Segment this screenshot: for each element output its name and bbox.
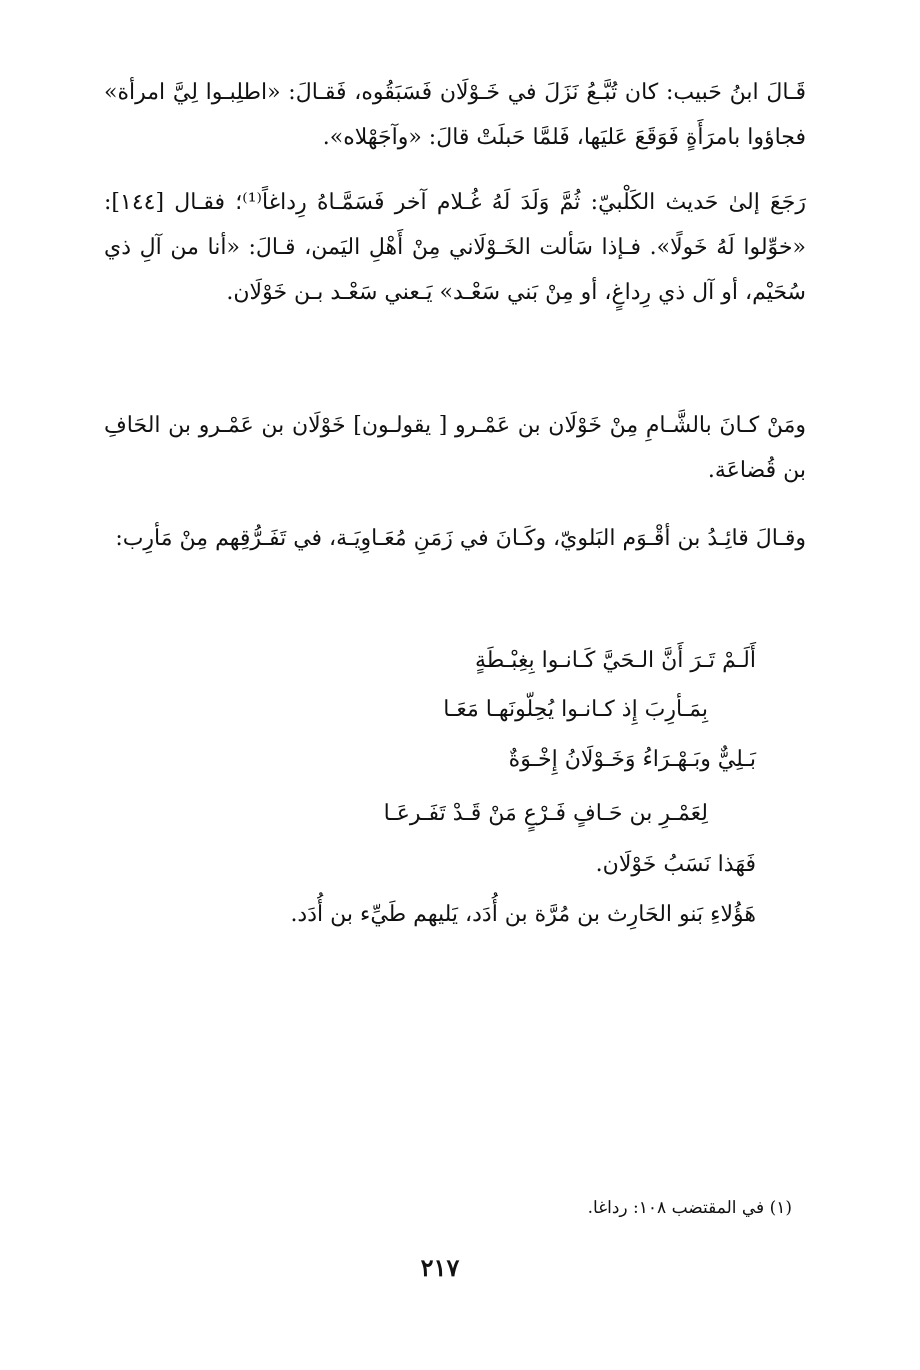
- poem-verse-4: لِعَمْـرِ بن حَـافٍ فَـرْعٍ مَنْ قَـدْ تَفَـرعَـا: [383, 801, 708, 826]
- closing-line-lineage: فَهَذا نَسَبُ خَوْلَان.: [595, 852, 756, 877]
- footnote: (١) في المقتضب ١٠٨: رداغا.: [587, 1198, 792, 1218]
- paragraph-poet-intro: وقـالَ قائِـدُ بن أقْـوَم البَلويّ، وكَـانَ في زَمَنِ مُعَـاوِيَـة، في تَفَـرُّقِهم مِنْ مَأرِب:: [115, 526, 806, 551]
- poem-verse-3: بَـلِيٌّ وبَـهْـرَاءُ وَخَـوْلَانُ إِخْـوَةٌ: [508, 747, 756, 772]
- paragraph-kalbi-hadith: رَجَعَ إلىٰ حَديث الكَلْبيّ: ثُمَّ وَلَدَ لَهُ غُـلام آخر فَسَمَّـاهُ رِداغاً⁽¹⁾؛ فقـال [١٤٤]: «خوِّلوا لَهُ خَولًا». فـإذا سَألت الخَـوْلَاني مِنْ أَهْلِ اليَمن، قـالَ: «أنا من آلِ ذي سُحَيْم، أو آل ذي رِداغٍ، أو مِنْ بَني سَعْـد» يَـعني سَعْـد بـن خَوْلَان.: [104, 190, 806, 305]
- closing-line-descendants: هَؤُلاءِ بَنو الحَارِث بن مُرَّة بن أُدَد، يَليهم طَيِّء بن أُدَد.: [290, 902, 756, 927]
- poem-verse-2: بِمَـأرِبَ إِذ كـانـوا يُحِلّونَهـا مَعَـا: [443, 697, 708, 722]
- paragraph-ibn-habib: قَـالَ ابنُ حَبيب: كان تُبَّـعُ نَزَلَ في خَـوْلَان فَسَبَقُوه، فَقـالَ: «اطلِبـوا لِيَّ امرأة» فجاؤوا بامرَأَةٍ فَوَقَعَ عَليَها، فَلمَّا حَبلَتْ قالَ: «وآجَهْلاه».: [104, 80, 806, 150]
- paragraph-sham-khawlan: ومَنْ كـانَ بالشَّـامِ مِنْ خَوْلَان بن عَمْـرو [ يقولـون] خَوْلَان بن عَمْـرو بن الحَافِ بن قُضاعَة.: [104, 413, 806, 483]
- page-number: ٢١٧: [420, 1253, 460, 1282]
- poem-verse-1: أَلَـمْ تَـرَ أَنَّ الـحَيَّ كَـانـوا بِغِبْـطَةٍ: [475, 648, 756, 673]
